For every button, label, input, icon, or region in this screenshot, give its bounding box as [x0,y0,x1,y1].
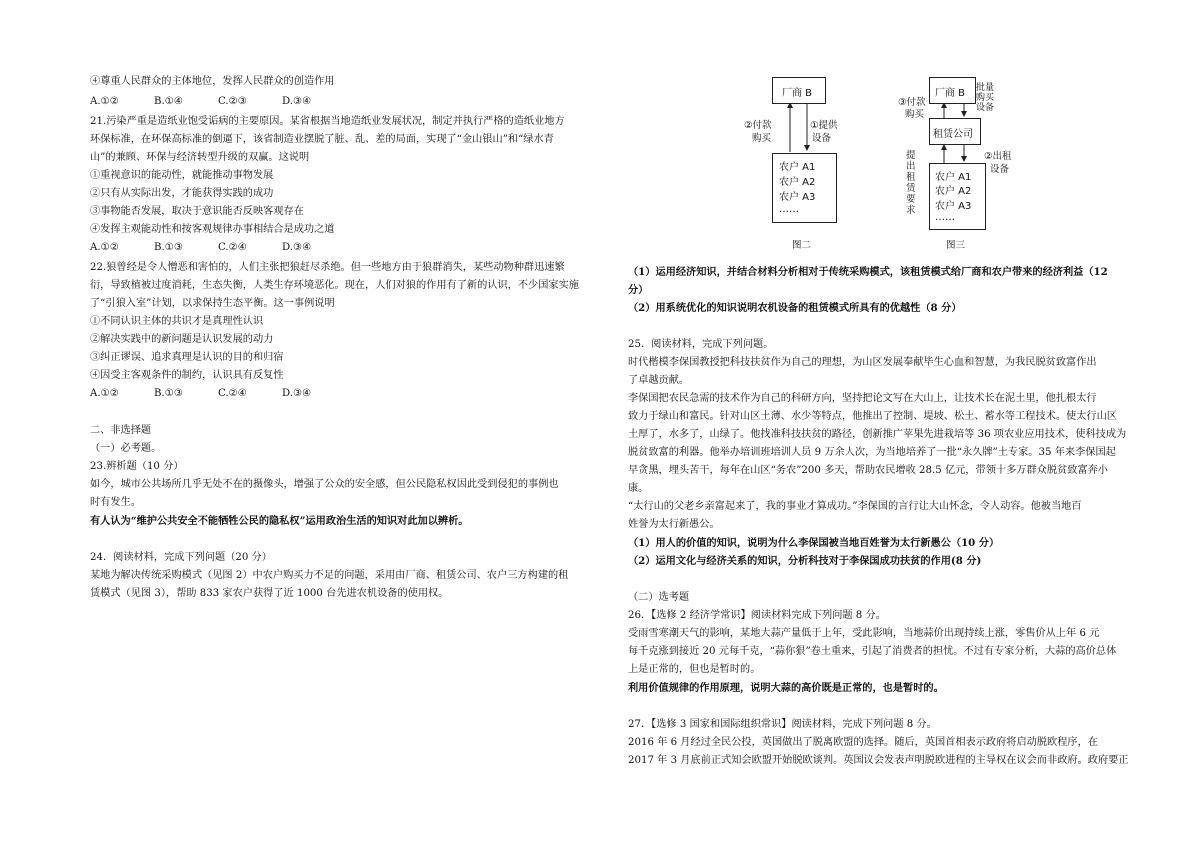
fig3-lease-request-label: 提出租赁要求 [906,150,916,216]
farmer-ellipsis: …… [779,204,799,215]
choice-c: C.②④ [218,242,247,253]
fig2-supply-label: 设备 [812,133,832,144]
q23-question: 有人认为“维护公共安全不能牺牲公民的隐私权”运用政治生活的知识对此加以辨析。 [90,515,469,527]
q25-text: 脱贫致富的利器。他举办培训班培训人员 9 万余人次，为当地培养了一批“永久牌”土专家。35 年来李保国起 [628,447,1116,458]
q21-text: 环保标准，在环保高标准的倒逼下，该省制造业摆脱了脏、乱、差的局面，实现了“金山银山”和“绿水青 [90,134,554,145]
choice-b: B.①③ [154,242,183,253]
q25-text: 致力于绿山和富民。针对山区土薄、水少等特点，他推出了控制、堤坡、松土、蓄水等工程技术。使太行山区 [628,411,1117,422]
q22-option: ④因受主客观条件的制约，认识具有反复性 [90,370,284,381]
section-heading: 二、非选择题 [90,425,152,436]
q25-text: 康。 [628,483,649,494]
q23-title: 23.辨析题（10 分） [90,461,184,472]
q25-text: 早贪黑，埋头苦干，每年在山区“务农”200 多天，帮助农民增收 28.5 亿元，带领十多万群众脱贫致富奔小 [628,465,1108,476]
fig3-leasing-label: 租赁公司 [933,129,973,140]
q25-subquestion-2: （2）运用文化与经济关系的知识，分析科技对于李保国成功扶贫的作用(8 分) [628,555,982,567]
q22-option: ①不同认识主体的共识才是真理性认识 [90,316,264,327]
fig3-rent-label: 设备 [990,164,1010,175]
q26-text: 受雨雪寒潮天气的影响，某地大蒜产量低于上年，受此影响，当地蒜价出现持续上涨，零售价从上年 6 元 [628,628,1100,639]
q27-title: 27．【选修 3 国家和国际组织常识】阅读材料，完成下列问题 8 分。 [628,719,937,730]
farmer-a1: 农户 A1 [935,172,972,183]
farmer-a2: 农户 A2 [779,177,816,188]
q21-text: 山”的兼顾、环保与经济转型升级的双赢。这说明 [90,152,310,163]
choice-c: C.②③ [218,96,247,107]
q27-text: 2017 年 3 月底前正式知会欧盟开始脱欧谈判。英国议会发表声明脱欧进程的主导权在议会而非政府。政府要正 [628,755,1129,766]
q24-title: 24．阅读材料，完成下列问题（20 分） [90,552,272,563]
farmer-a2: 农户 A2 [935,186,972,197]
farmer-a3: 农户 A3 [935,201,972,212]
section-subheading: （二）选考题 [628,592,690,603]
choice-a: A.①② [90,96,119,107]
fig3-farmers-box [929,163,986,230]
choice-b: B.①③ [154,388,183,399]
q21-option: ①重视意识的能动性，就能推动事物发展 [90,170,274,181]
q22-option: ③纠正谬误、追求真理是认识的目的和归宿 [90,352,284,363]
q22-choices [90,387,346,401]
q21-option: ④发挥主观能动性和按客观规律办事相结合是成功之道 [90,224,335,235]
q26-title: 26．【选修 2 经济学常识】阅读材料完成下列问题 8 分。 [628,610,886,621]
q25-text: 时代楷模李保国教授把科技扶贫作为自己的理想，为山区发展奉献毕生心血和智慧，为我民脱贫致富作出 [628,357,1097,368]
q22-option: ②解决实践中的新问题是认识发展的动力 [90,334,274,345]
q25-text: “太行山的父老乡亲富起来了，我的事业才算成功。”李保国的言行让大山怀念，令人动容。他被当地百 [628,501,1082,512]
fig3-bulk-label: 购买 [976,93,995,103]
choice-d: D.③④ [282,242,312,253]
q21-text: 21.污染严重是造纸业饱受诟病的主要原因。某省根据当地造纸业发展状况，制定并执行严格的造纸业地方 [90,116,565,127]
fig2-supply-label: ①提供 [810,120,838,131]
fig3-bulk-label: 设备 [976,103,995,113]
q21-choices [90,241,346,255]
fig3-bulk-label: 批量 [976,83,995,93]
q24-subquestion-1: （1）运用经济知识，并结合材料分析相对于传统采购模式，该租赁模式给厂商和农户带来的经济利益（12 [628,266,1108,278]
fig3-rent-label: ②出租 [984,151,1012,162]
choice-b: B.①④ [154,96,183,107]
fig2-manufacturer-label: 厂商 B [782,88,813,99]
choice-a: A.①② [90,388,119,399]
q27-text: 2016 年 6 月经过全民公投，英国做出了脱离欧盟的选择。随后，英国首相表示政府将启动脱欧程序，在 [628,737,1098,748]
q20-option-4: ④尊重人民群众的主体地位，发挥人民群众的创造作用 [90,76,335,87]
q24-text: 某地为解决传统采购模式（见图 2）中农户购买力不足的问题，采用由厂商、租赁公司、农户三方构建的租 [90,570,569,581]
q26-question: 利用价值规律的作用原理，说明大蒜的高价既是正常的，也是暂时的。 [628,682,944,694]
q25-subquestion-1: （1）用人的价值的知识，说明为什么李保国被当地百姓誉为太行新愚公（10 分） [628,537,1000,549]
q26-text: 每千克涨到接近 20 元每千克，“蒜你狠”卷土重来，引起了消费者的担忧。不过有专家分析，大蒜的高价总体 [628,646,1117,657]
choice-c: C.②④ [218,388,247,399]
choice-a: A.①② [90,242,119,253]
section-subheading: （一）必考题。 [90,443,162,454]
q24-text: 赁模式（见图 3），帮助 833 家农户获得了近 1000 台先进农机设备的使用权。 [90,588,449,599]
q25-text: 了卓越贡献。 [628,375,690,386]
fig3-pay-label: ③付款 [898,97,926,108]
choice-d: D.③④ [282,388,312,399]
fig2-manufacturer-box [772,77,826,104]
q25-text: 土厚了，水多了，山绿了。他找准科技扶贫的路径，创新推广苹果先进栽培等 36 项农业应用技术，使科技成为 [628,429,1127,440]
fig3-leasing-box [929,118,981,145]
farmer-ellipsis: …… [935,212,955,223]
q24-subquestion-2: （2）用系统优化的知识说明农机设备的租赁模式所具有的优越性（8 分） [628,302,962,314]
q22-text: 了“引狼入室”计划，以求保持生态平衡。这一事例说明 [90,298,335,309]
q25-text: 李保国把农民急需的技术作为自己的科研方向，坚持把论文写在大山上，让技术长在泥土里，他扎根太行 [628,393,1097,404]
q20-choices [90,95,346,109]
q23-text: 如今，城市公共场所几乎无处不在的摄像头，增强了公众的安全感，但公民隐私权因此受到侵犯的事例也 [90,479,559,490]
q25-title: 25．阅读材料，完成下列问题。 [628,339,774,350]
q23-text: 时有发生。 [90,497,141,508]
q21-option: ②只有从实际出发，才能获得实践的成功 [90,188,274,199]
fig3-caption: 图三 [946,240,966,251]
q22-text: 衍，导致植被过度消耗，生态失衡，人类生存环境恶化。现在，人们对狼的作用有了新的认识，不少国家实施 [90,280,579,291]
q25-text: 姓誉为太行新愚公。 [628,519,720,530]
farmer-a1: 农户 A1 [779,162,816,173]
q21-option: ③事物能否发展，取决于意识能否反映客观存在 [90,206,304,217]
fig2-farmers-box [772,153,837,223]
fig3-manufacturer-box [929,77,976,104]
fig2-pay-label: ②付款 [744,120,772,131]
q26-text: 上是正常的，但也是暂时的。 [628,664,761,675]
q24-subquestion-1: 分） [628,284,649,296]
q22-text: 22.狼曾经是令人憎恶和害怕的，人们主张把狼赶尽杀绝。但一些地方由于狼群消失，某些动物种群迅速繁 [90,262,565,273]
fig3-pay-label: 购买 [905,109,925,120]
farmer-a3: 农户 A3 [779,192,816,203]
fig2-pay-label: 购买 [752,133,772,144]
choice-d: D.③④ [282,96,312,107]
fig3-manufacturer-label: 厂商 B [935,88,966,99]
fig2-caption: 图二 [792,240,812,251]
